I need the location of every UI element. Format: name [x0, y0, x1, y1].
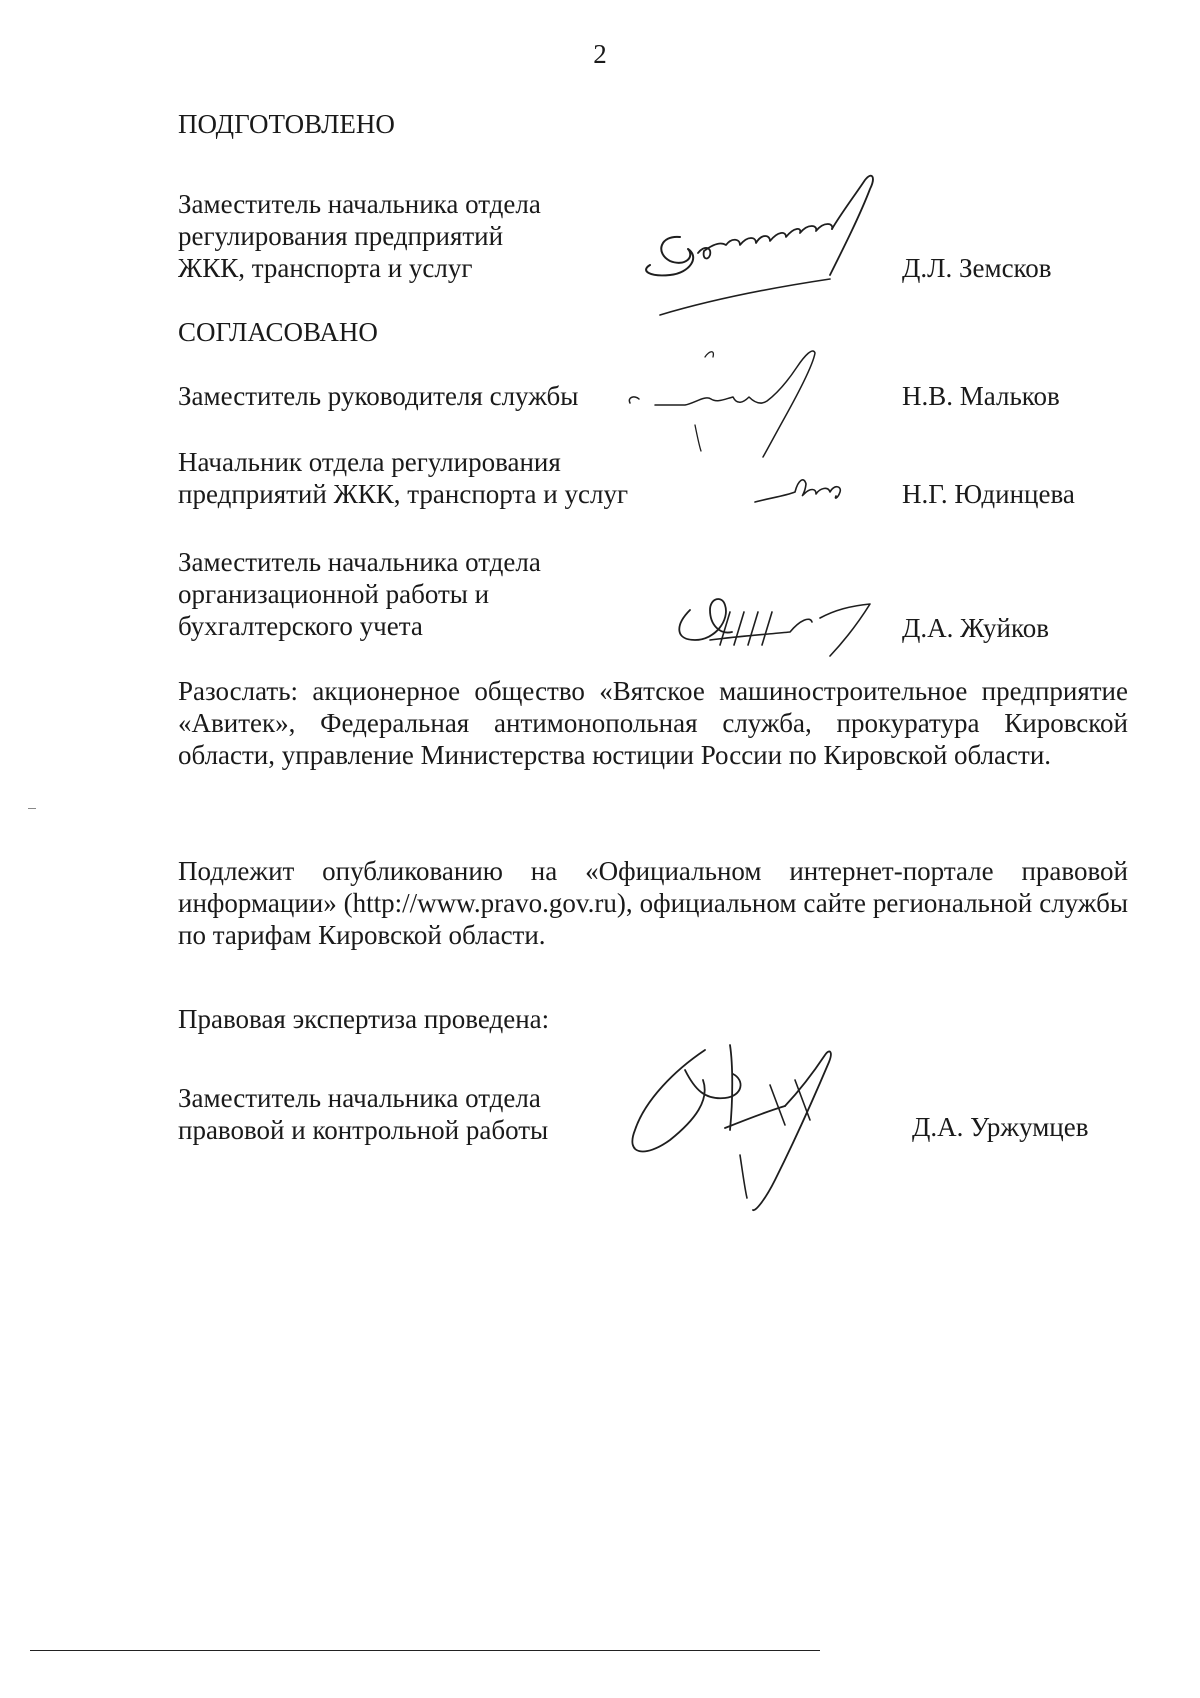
legal-review-position [178, 1082, 658, 1146]
signature-yudintseva [750, 470, 890, 515]
position-line: регулирования предприятий [178, 221, 504, 251]
position-line: Заместитель начальника отдела [178, 547, 541, 577]
signatory-name: Н.Г. Юдинцева [902, 479, 1075, 509]
position-line: Заместитель руководителя службы [178, 381, 579, 411]
signature-urzhumtsev [615, 1040, 895, 1215]
agreed-position-1 [178, 380, 658, 412]
bottom-rule [30, 1650, 820, 1651]
position-line: правовой и контрольной работы [178, 1115, 549, 1145]
agreed-position-2 [178, 446, 658, 510]
distribution-list: Разослать: акционерное общество «Вятское машиностроительное предприятие «Авитек», Федеральная антимонопольная служба, прокуратура Кировской области, управление Министерства юстиции России по Кировской области. [178, 676, 1128, 770]
agreed-position-3 [178, 546, 658, 642]
position-line: организационной работы и [178, 579, 490, 609]
agreed-heading: СОГЛАСОВАНО [178, 317, 378, 347]
position-line: Заместитель начальника отдела [178, 1083, 541, 1113]
signatory-name: Д.Л. Земсков [902, 253, 1052, 283]
position-line: бухгалтерского учета [178, 611, 423, 641]
position-line: Заместитель начальника отдела [178, 189, 541, 219]
position-line: предприятий ЖКК, транспорта и услуг [178, 479, 629, 509]
prepared-position [178, 188, 658, 284]
prepared-heading: ПОДГОТОВЛЕНО [178, 109, 395, 139]
signatory-name: Д.А. Жуйков [902, 613, 1049, 643]
signature-zhuikov [670, 590, 890, 665]
position-line: ЖКК, транспорта и услуг [178, 253, 473, 283]
signature-malkov [625, 345, 925, 460]
publication-note: Подлежит опубликованию на «Официальном интернет-портале правовой информации» (http://www.pravo.gov.ru), официальном сайте региональной службы по тарифам Кировской области. [178, 856, 1128, 950]
page-number: 2 [593, 39, 607, 69]
position-line: Начальник отдела регулирования [178, 447, 561, 477]
signatory-name: Д.А. Уржумцев [912, 1112, 1089, 1142]
legal-review-heading: Правовая экспертиза проведена: [178, 1004, 550, 1034]
signature-zemskov [640, 175, 940, 325]
scan-mark [28, 808, 36, 809]
signatory-name: Н.В. Мальков [902, 381, 1060, 411]
